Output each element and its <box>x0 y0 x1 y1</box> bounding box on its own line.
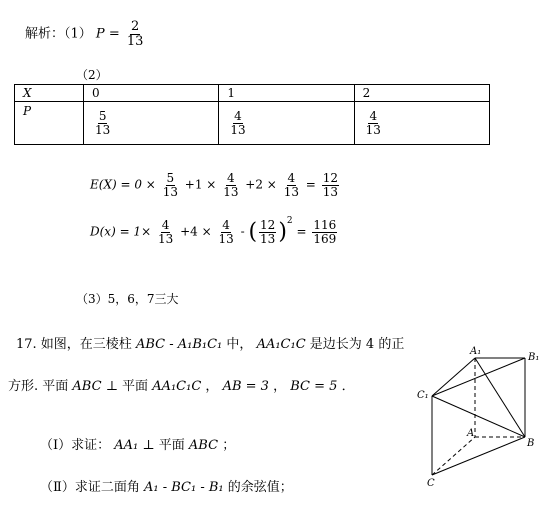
edge-c1-b <box>432 396 525 437</box>
part1-line <box>25 20 146 48</box>
prob-cell-2 <box>354 102 489 145</box>
edge-a1-b <box>475 358 525 437</box>
ex-frac-2 <box>222 172 239 198</box>
dx-exponent: 2 <box>286 215 293 226</box>
part2-label: （2） <box>76 68 108 82</box>
p17-l1-d: AA₁C₁C <box>256 337 306 352</box>
label-c: C <box>427 478 435 489</box>
prob-den-0: 13 <box>95 122 111 137</box>
ex-f3-den: 13 <box>283 184 299 199</box>
problem17-line1 <box>16 333 404 352</box>
ex-result <box>322 172 339 198</box>
dx-result <box>312 219 337 245</box>
prob-num-2: 4 <box>369 108 378 123</box>
ex-f2-den: 13 <box>223 184 239 199</box>
prob-num-0: 5 <box>98 108 107 123</box>
q2-a: （Ⅱ）求证二面角 <box>40 480 140 495</box>
q1-b: AA₁ <box>114 438 139 453</box>
prob-den-1: 13 <box>230 122 246 137</box>
row-label-p: P <box>15 102 84 145</box>
ex-f1-den: 13 <box>162 184 178 199</box>
dx-f2-den: 13 <box>218 231 234 246</box>
dx-result-num: 116 <box>313 218 337 232</box>
q1-c: ⊥ 平面 <box>142 438 185 453</box>
q1-e: ； <box>222 438 236 453</box>
q1-d: ABC <box>188 438 219 453</box>
dx-sq-num: 12 <box>260 218 276 232</box>
dx-equals: = <box>296 224 307 239</box>
edge-c1-a1 <box>432 358 475 396</box>
ex-lhs: E(X) = 0 × <box>90 177 156 192</box>
p17-l2-b: ABC <box>72 379 102 394</box>
header-x: X <box>15 85 84 102</box>
ex-frac-1 <box>162 172 179 198</box>
p-numerator: 2 <box>130 19 140 34</box>
dx-f1-den: 13 <box>157 231 174 246</box>
label-a1: A₁ <box>470 346 482 357</box>
header-1: 1 <box>219 85 354 102</box>
dx-frac-1 <box>157 219 174 245</box>
p17-l2-h: BC = 5 <box>290 379 338 394</box>
part3-line: （3）5，6，7三大 <box>76 292 179 306</box>
prob-fraction-1 <box>229 110 246 136</box>
p17-l1-b: ABC - A₁B₁C₁ <box>135 337 223 352</box>
dx-f2-num: 4 <box>222 218 230 232</box>
p17-l2-g: ， <box>273 379 287 394</box>
ex-f1-num: 5 <box>166 171 175 185</box>
prob-fraction-0 <box>94 110 111 136</box>
dx-frac-2 <box>217 219 234 245</box>
dx-result-den: 169 <box>313 231 337 246</box>
ex-f2-num: 4 <box>227 171 235 185</box>
label-b: B <box>527 438 535 449</box>
question-2 <box>40 476 293 495</box>
prob-cell-0 <box>84 102 219 145</box>
question-1 <box>40 434 235 453</box>
prob-den-2: 13 <box>365 122 381 137</box>
ex-result-den: 13 <box>322 184 338 199</box>
p-variable: P <box>95 26 105 42</box>
label-a: A <box>467 428 475 439</box>
ex-equals: = <box>305 177 316 192</box>
p17-l1-e: 是边长为 4 的正 <box>309 337 405 352</box>
label-b1: B₁ <box>528 352 540 363</box>
prob-cell-1 <box>219 102 354 145</box>
prism-figure <box>410 340 550 490</box>
p-denominator: 13 <box>126 33 144 49</box>
ex-f3-num: 4 <box>287 171 296 185</box>
p17-l2-d: AA₁C₁C <box>152 379 202 394</box>
edge-c-b <box>432 437 525 475</box>
equals-sign: = <box>108 26 120 42</box>
p17-l2-c: ⊥ 平面 <box>105 379 149 394</box>
q2-b: A₁ - BC₁ - B₁ <box>143 480 224 495</box>
dx-minus: - <box>240 224 245 239</box>
prob-num-1: 4 <box>234 108 242 123</box>
ex-frac-3 <box>283 172 300 198</box>
prob-fraction-2 <box>365 110 382 136</box>
p-fraction <box>126 20 145 48</box>
header-2: 2 <box>354 85 489 102</box>
dx-f1-num: 4 <box>161 218 170 232</box>
dx-sq-den: 13 <box>260 231 276 246</box>
expectation-formula <box>90 172 341 198</box>
header-0: 0 <box>84 85 219 102</box>
ex-result-num: 12 <box>322 171 338 185</box>
p17-l1-a: 17. 如图，在三棱柱 <box>16 337 132 352</box>
p17-l2-i: ． <box>341 379 355 394</box>
dx-lhs: D(x) = 1× <box>90 224 152 239</box>
label-c1: C₁ <box>417 390 429 401</box>
variance-formula <box>90 215 339 246</box>
p17-l2-a: 方形. 平面 <box>8 379 69 394</box>
table-header-row <box>15 85 490 102</box>
dx-mid1: +4 × <box>180 224 212 239</box>
table-probability-row <box>15 102 490 145</box>
problem17-line2 <box>8 375 355 394</box>
ex-mid2: +2 × <box>245 177 277 192</box>
dx-right-paren: ) <box>278 219 287 245</box>
edge-c-a-hidden <box>432 437 475 475</box>
distribution-table <box>14 84 490 145</box>
p17-l2-e: ， <box>205 379 219 394</box>
p17-l2-f: AB = 3 <box>222 379 269 394</box>
q2-c: 的余弦值； <box>227 480 293 495</box>
q1-a: （Ⅰ）求证： <box>40 438 111 453</box>
dx-square-frac <box>259 219 276 245</box>
solution-label: 解析：（1） <box>25 26 92 42</box>
ex-mid1: +1 × <box>184 177 217 192</box>
p17-l1-c: 中， <box>226 337 253 352</box>
dx-left-paren: ( <box>248 219 258 245</box>
